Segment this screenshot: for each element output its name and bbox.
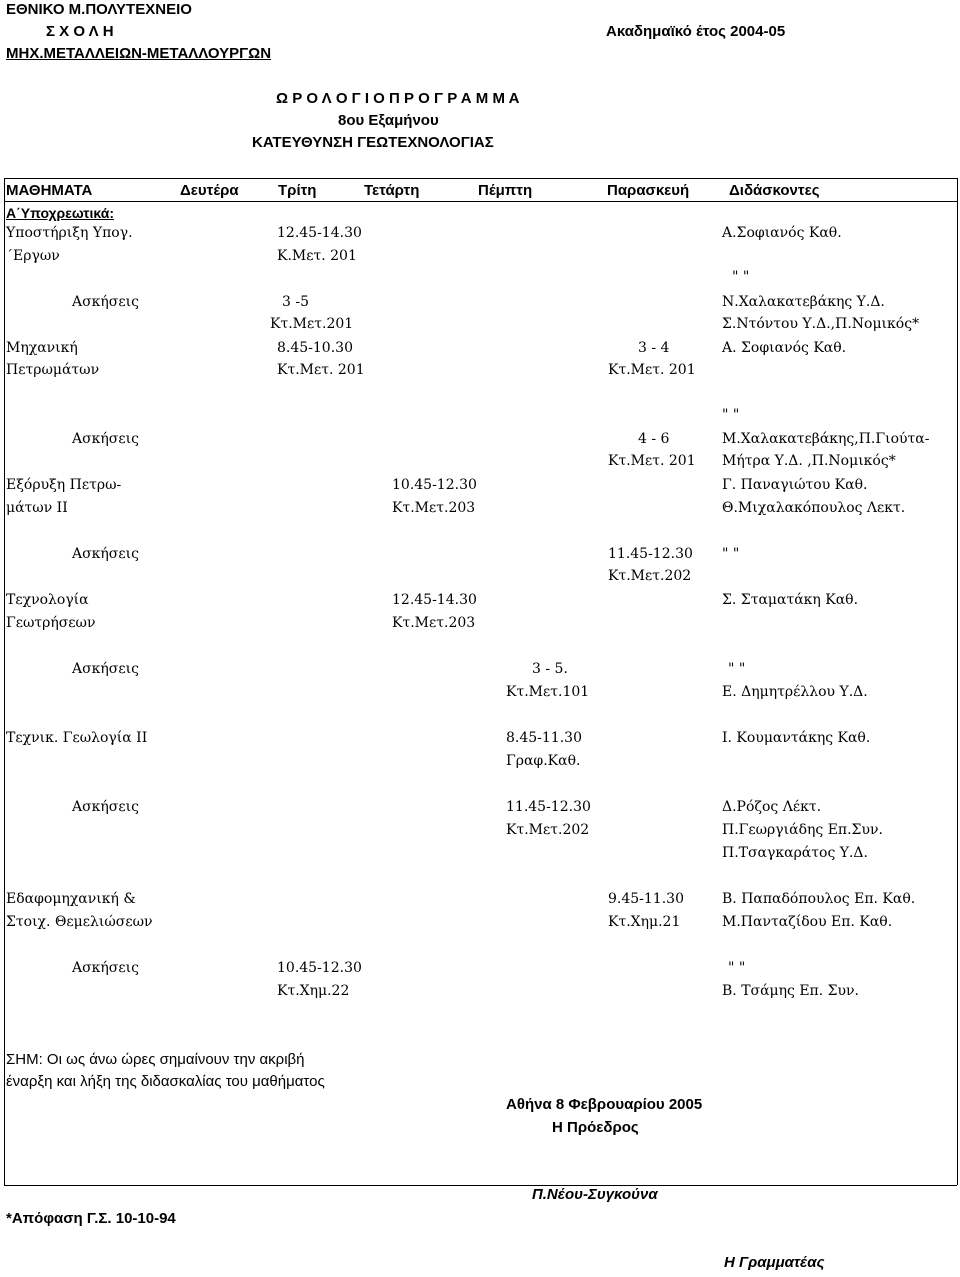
class-time: 4 - 6 [638, 431, 670, 447]
class-room: Κτ.Μετ. 201 [608, 362, 696, 378]
class-room: Κτ.Μετ.202 [506, 822, 590, 838]
exercises-label: Ασκήσεις [72, 799, 139, 815]
exercises-label: Ασκήσεις [72, 546, 139, 562]
exercises-label: Ασκήσεις [72, 661, 139, 677]
teacher-name: Σ. Σταματάκη Καθ. [722, 592, 859, 608]
class-room: Κτ.Χημ.21 [608, 914, 681, 930]
teacher-name: Μ.Χαλακατεβάκης,Π.Γιούτα- [722, 431, 930, 447]
header-friday: Παρασκευή [607, 182, 690, 199]
ditto-mark: " " [722, 407, 740, 423]
course-name: Γεωτρήσεων [6, 615, 96, 631]
teacher-name: Π.Γεωργιάδης Επ.Συν. [722, 822, 883, 838]
class-room: Κτ.Μετ.201 [270, 316, 354, 332]
page-title: Ω Ρ Ο Λ Ο Γ Ι Ο Π Ρ Ο Γ Ρ Α Μ Μ Α [276, 90, 520, 107]
class-time: 12.45-14.30 [392, 592, 477, 608]
course-name: Μηχανική [6, 340, 78, 356]
note-text: ΣΗΜ: Οι ως άνω ώρες σημαίνουν την ακριβή [6, 1051, 305, 1068]
class-room: Κτ.Μετ. 201 [608, 453, 696, 469]
teacher-name: Α.Σοφιανός Καθ. [722, 225, 842, 241]
teacher-name: Σ.Ντόντου Υ.Δ.,Π.Νομικός* [722, 316, 920, 332]
section-mandatory: Α΄Υποχρεωτικά: [6, 205, 115, 221]
course-name: Εδαφομηχανική & [6, 891, 136, 907]
class-time: 3 -5 [282, 294, 309, 310]
class-time: 9.45-11.30 [608, 891, 684, 907]
teacher-name: Π.Τσαγκαράτος Υ.Δ. [722, 845, 868, 861]
course-name: Πετρωμάτων [6, 362, 100, 378]
course-name: Εξόρυξη Πετρω- [6, 477, 122, 493]
class-time: 11.45-12.30 [506, 799, 591, 815]
ditto-mark: " " [722, 546, 740, 562]
exercises-label: Ασκήσεις [72, 294, 139, 310]
ditto-mark: " " [732, 269, 750, 285]
class-time: 8.45-10.30 [277, 340, 353, 356]
teacher-name: Β. Παπαδόπουλος Επ. Καθ. [722, 891, 916, 907]
note-text: έναρξη και λήξη της διδασκαλίας του μαθήματος [6, 1073, 325, 1090]
class-room: Γραφ.Καθ. [506, 753, 581, 769]
class-time: 3 - 4 [638, 340, 670, 356]
ditto-mark: " " [728, 960, 746, 976]
header-thursday: Πέμπτη [478, 182, 533, 199]
class-room: Κτ.Μετ.203 [392, 615, 476, 631]
class-time: 10.45-12.30 [277, 960, 362, 976]
teacher-name: Θ.Μιχαλακόπουλος Λεκτ. [722, 500, 906, 516]
course-name: Στοιχ. Θεμελιώσεων [6, 914, 153, 930]
ditto-mark: " " [728, 661, 746, 677]
signer-title: Η Πρόεδρος [552, 1119, 639, 1136]
class-time: 8.45-11.30 [506, 730, 582, 746]
signature-date: Αθήνα 8 Φεβρουαρίου 2005 [506, 1096, 703, 1113]
class-time: 3 - 5. [532, 661, 568, 677]
class-time: 10.45-12.30 [392, 477, 477, 493]
course-name: Τεχνολογία [6, 592, 89, 608]
header-tuesday: Τρίτη [278, 182, 317, 199]
exercises-label: Ασκήσεις [72, 960, 139, 976]
decision-note: *Απόφαση Γ.Σ. 10-10-94 [6, 1210, 176, 1227]
teacher-name: Ν.Χαλακατεβάκης Υ.Δ. [722, 294, 885, 310]
school-name: ΕΘΝΙΚΟ Μ.ΠΟΛΥΤΕΧΝΕΙΟ [6, 1, 192, 18]
department-name: ΜΗΧ.ΜΕΤΑΛΛΕΙΩΝ-ΜΕΤΑΛΛΟΥΡΓΩΝ [6, 45, 272, 62]
teacher-name: Μ.Πανταζίδου Επ. Καθ. [722, 914, 893, 930]
class-room: Κ.Μετ. 201 [277, 248, 357, 264]
course-name: Τεχνικ. Γεωλογία ΙΙ [6, 730, 148, 746]
course-name: Υποστήριξη Υπογ. [6, 225, 133, 241]
class-room: Κτ.Μετ.203 [392, 500, 476, 516]
class-room: Κτ.Μετ. 201 [277, 362, 365, 378]
teacher-name: Ε. Δημητρέλλου Υ.Δ. [722, 684, 868, 700]
secretary-title: Η Γραμματέας [724, 1254, 825, 1271]
header-monday: Δευτέρα [180, 182, 239, 199]
faculty-label: Σ Χ Ο Λ Η [46, 23, 114, 40]
teacher-name: Ι. Κουμαντάκης Καθ. [722, 730, 871, 746]
header-courses: ΜΑΘΗΜΑΤΑ [6, 182, 93, 199]
class-room: Κτ.Μετ.202 [608, 568, 692, 584]
class-time: 12.45-14.30 [277, 225, 362, 241]
teacher-name: Γ. Παναγιώτου Καθ. [722, 477, 868, 493]
class-time: 11.45-12.30 [608, 546, 693, 562]
academic-year: Ακαδημαϊκό έτος 2004-05 [606, 23, 786, 40]
teacher-name: Δ.Ρόζος Λέκτ. [722, 799, 822, 815]
signer-name: Π.Νέου-Συγκούνα [532, 1186, 658, 1203]
exercises-label: Ασκήσεις [72, 431, 139, 447]
teacher-name: Β. Τσάμης Επ. Συν. [722, 983, 860, 999]
class-room: Κτ.Μετ.101 [506, 684, 590, 700]
teacher-name: Μήτρα Υ.Δ. ,Π.Νομικός* [722, 453, 896, 469]
header-teachers: Διδάσκοντες [729, 182, 820, 199]
header-wednesday: Τετάρτη [364, 182, 420, 199]
class-room: Κτ.Χημ.22 [277, 983, 350, 999]
semester-label: 8ου Εξαμήνου [338, 112, 439, 129]
course-name: μάτων ΙΙ [6, 500, 68, 516]
teacher-name: Α. Σοφιανός Καθ. [722, 340, 847, 356]
course-name: ΄Εργων [6, 248, 60, 264]
direction-label: ΚΑΤΕΥΘΥΝΣΗ ΓΕΩΤΕΧΝΟΛΟΓΙΑΣ [252, 134, 494, 151]
